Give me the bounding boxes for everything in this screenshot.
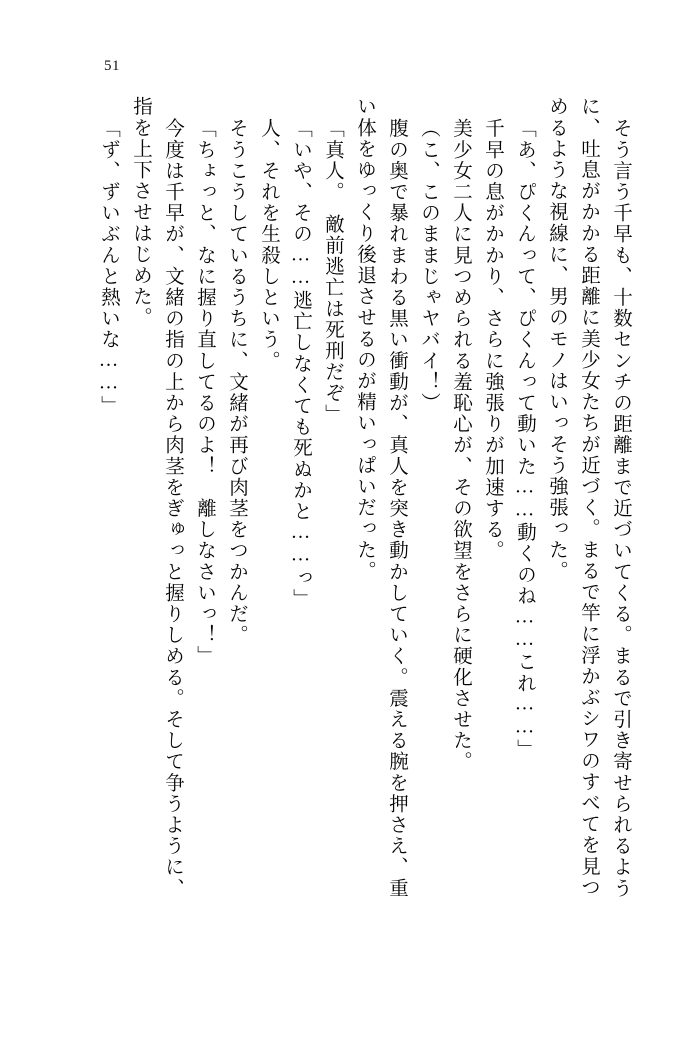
text-column: そうこうしているうちに、文緒が再び肉茎をつかんだ。 (226, 118, 247, 646)
text-column: に、吐息がかかる距離に美少女たちが近づく。まるで竿に浮かぶシワのすべてを見つ (578, 96, 599, 898)
text-column: 千早の息がかかり、さらに強張りが加速する。 (482, 118, 503, 562)
vertical-text-body (64, 96, 630, 996)
text-column: 「ちょっと、なに握り直してるのよ！ 離しなさいっ！」 (194, 118, 215, 667)
text-column: 今度は千早が、文緒の指の上から肉茎をぎゅっと握りしめる。そして争うように、 (162, 118, 183, 899)
text-column: そう言う千早も、十数センチの距離まで近づいてくる。まるで引き寄せられるよう (610, 118, 631, 899)
text-column: めるような視線に、男のモノはいっそう強張った。 (546, 96, 567, 582)
page-number: 51 (104, 58, 120, 74)
text-column: 人、それを生殺しという。 (258, 118, 279, 372)
text-column: 腹の奥で暴れまわる黒い衝動が、真人を突き動かしていく。震える腕を押さえ、重 (386, 118, 407, 899)
text-column: い体をゆっくり後退させるのが精いっぱいだった。 (354, 96, 375, 582)
text-column: 指を上下させはじめた。 (130, 96, 151, 329)
text-column: 「真人。 敵前逃亡は死刑だぞ」 (322, 118, 343, 425)
text-column: 「あ、ぴくんって、ぴくんって動いた……動くのね……これ……」 (514, 118, 535, 760)
text-column: 「いや、その……逃亡しなくても死ぬかと……っ」 (290, 118, 311, 610)
text-column: 「ず、ずいぶんと熱いな……」 (98, 118, 119, 417)
text-column: （こ、このままじゃヤバイ！） (418, 118, 439, 414)
text-column: 美少女二人に見つめられる羞恥心が、その欲望をさらに硬化させた。 (450, 118, 471, 773)
